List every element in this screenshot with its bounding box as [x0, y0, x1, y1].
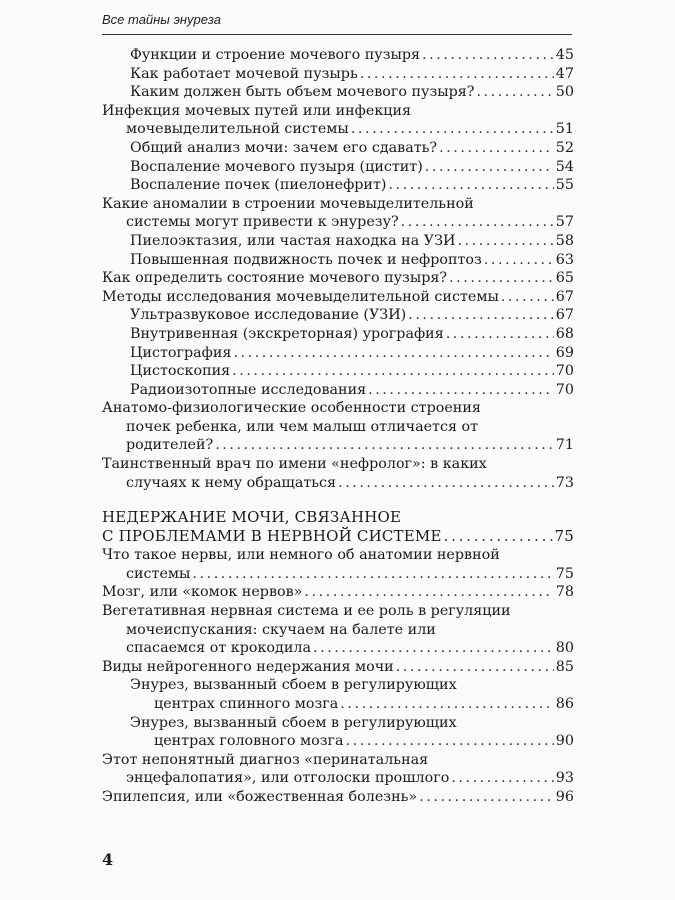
toc-entry-text: Функции и строение мочевого пузыря [130, 47, 421, 63]
toc-page-number: 73 [555, 474, 574, 491]
toc-entry [102, 546, 574, 583]
section-gap [102, 492, 574, 508]
toc-line [102, 474, 574, 493]
toc-subentry [102, 381, 574, 400]
toc-page-number: 90 [555, 733, 574, 750]
header-rule [102, 34, 572, 35]
toc-line [130, 176, 574, 195]
toc-entry-text: системы [126, 565, 191, 582]
page-number: 4 [102, 850, 114, 869]
toc-entry [102, 751, 574, 788]
toc-line [102, 213, 574, 232]
dot-leader [340, 695, 554, 714]
dot-leader [476, 83, 553, 102]
toc-subentry [102, 176, 574, 195]
toc-page-number: 47 [555, 65, 574, 82]
toc-entry-text: Цистография [130, 344, 232, 361]
dot-leader [313, 639, 554, 658]
toc-subentry [102, 158, 574, 177]
toc-entry-text: Воспаление почек (пиелонефрит) [130, 177, 387, 194]
toc-line [102, 639, 574, 658]
toc-entry-text: С ПРОБЛЕМАМИ В НЕРВНОЙ СИСТЕМЕ [102, 527, 442, 546]
toc-section-heading [102, 508, 574, 546]
table-of-contents [102, 46, 574, 807]
toc-line [102, 455, 574, 474]
toc-entry-text: Радиоизотопные исследования [130, 381, 367, 398]
toc-subentry [102, 139, 574, 158]
toc-entry-text: Внутривенная (экскреторная) урография [130, 325, 444, 342]
toc-entry-text: Пиелоэктазия, или частая находка на УЗИ [130, 232, 456, 249]
dot-leader [346, 732, 554, 751]
dot-leader [401, 213, 554, 232]
toc-entry-text: Как работает мочевой пузырь [130, 65, 358, 82]
toc-page-number: 70 [555, 363, 574, 380]
toc-entry-text: мочевыделительной системы [126, 121, 349, 138]
toc-subentry [102, 306, 574, 325]
toc-page-number: 45 [555, 47, 574, 63]
toc-entry [102, 583, 574, 602]
toc-subentry [102, 676, 574, 713]
toc-line [102, 788, 574, 807]
toc-page-number: 68 [555, 325, 574, 342]
toc-subentry [102, 325, 574, 344]
toc-page-number: 65 [555, 270, 574, 287]
toc-page-number: 63 [555, 251, 574, 268]
toc-page-number: 80 [555, 640, 574, 657]
toc-line [130, 714, 574, 733]
toc-entry [102, 455, 574, 492]
toc-line [102, 583, 574, 602]
toc-entry-text: мочеиспускания: скучаем на балете или [126, 621, 436, 638]
toc-line [130, 344, 574, 363]
toc-entry-text: центрах головного мозга [154, 733, 344, 750]
toc-page-number: 86 [555, 696, 574, 712]
toc-line [102, 436, 574, 455]
toc-entry-text: почек ребенка, или чем малыш отличается от [126, 418, 479, 435]
toc-line [102, 418, 574, 437]
toc-line [130, 732, 574, 751]
toc-subentry [102, 362, 574, 381]
dot-leader [419, 788, 554, 807]
toc-entry-text: энцефалопатия», или отголоски прошлого [126, 770, 450, 787]
dot-leader [360, 65, 554, 84]
toc-entry-text: Таинственный врач по имени «нефролог»: в каких [102, 456, 487, 473]
toc-entry [102, 288, 574, 307]
toc-line [102, 658, 574, 677]
toc-page-number: 93 [555, 770, 574, 787]
toc-subentry [102, 65, 574, 84]
toc-page-number: 52 [555, 139, 574, 156]
toc-entry-text: Эпилепсия, или «божественная болезнь» [102, 788, 418, 805]
toc-entry [102, 195, 574, 232]
toc-entry-text: Энурез, вызванный сбоем в регулирующих [130, 677, 457, 694]
toc-entry-text: Воспаление мочевого пузыря (цистит) [130, 158, 423, 175]
dot-leader [484, 251, 554, 270]
running-head: Все тайны энуреза [102, 12, 221, 27]
toc-line [130, 251, 574, 270]
toc-page-number: 67 [555, 288, 574, 305]
dot-leader [351, 120, 554, 139]
toc-page-number: 96 [555, 788, 574, 805]
dot-leader [449, 269, 554, 288]
toc-line [130, 158, 574, 177]
toc-line [130, 381, 574, 400]
toc-line [102, 546, 574, 565]
toc-page-number: 69 [555, 344, 574, 361]
dot-leader [192, 565, 553, 584]
toc-subentry [102, 714, 574, 751]
toc-page-number: 50 [555, 84, 574, 101]
toc-entry-text: Виды нейрогенного недержания мочи [102, 658, 394, 675]
toc-entry-text: Энурез, вызванный сбоем в регулирующих [130, 714, 457, 731]
dot-leader [444, 527, 553, 546]
dot-leader [338, 474, 554, 493]
toc-subentry [102, 232, 574, 251]
toc-line [130, 695, 574, 714]
dot-leader [388, 176, 553, 195]
toc-subentry [102, 251, 574, 270]
toc-page-number: 67 [555, 307, 574, 324]
toc-entry-text: Как определить состояние мочевого пузыря? [102, 270, 448, 287]
toc-page-number: 57 [555, 214, 574, 231]
toc-entry-text: Методы исследования мочевыделительной системы [102, 288, 499, 305]
dot-leader [304, 583, 553, 602]
dot-leader [232, 362, 554, 381]
toc-page-number: 71 [555, 437, 574, 454]
dot-leader [501, 288, 554, 307]
toc-entry [102, 658, 574, 677]
toc-line [130, 139, 574, 158]
toc-entry-text: Вегетативная нервная система и ее роль в регуляции [102, 603, 511, 620]
toc-line [102, 195, 574, 214]
toc-entry-text: Каким должен быть объем мочевого пузыря? [130, 84, 475, 101]
toc-line [102, 399, 574, 418]
toc-line [130, 362, 574, 381]
toc-entry [102, 602, 574, 658]
toc-line [102, 508, 574, 527]
toc-page-number: 54 [555, 158, 574, 175]
dot-leader [425, 158, 554, 177]
toc-entry [102, 399, 574, 455]
dot-leader [451, 769, 553, 788]
toc-entry [102, 269, 574, 288]
toc-line [130, 325, 574, 344]
toc-subentry [102, 83, 574, 102]
dot-leader [446, 325, 554, 344]
toc-line [102, 769, 574, 788]
toc-line [130, 46, 574, 65]
toc-page-number: 85 [555, 658, 574, 675]
toc-line [102, 288, 574, 307]
toc-line [130, 83, 574, 102]
toc-page-number: 51 [555, 121, 574, 138]
toc-line [130, 65, 574, 84]
toc-entry-text: системы могут привести к энурезу? [126, 214, 399, 231]
toc-line [102, 565, 574, 584]
dot-leader [439, 139, 554, 158]
toc-line [102, 269, 574, 288]
toc-page-number: 75 [555, 565, 574, 582]
toc-entry [102, 788, 574, 807]
toc-entry-text: Этот непонятный диагноз «перинатальная [102, 751, 429, 768]
toc-entry-text: Цистоскопия [130, 363, 231, 380]
toc-entry-text: Инфекция мочевых путей или инфекция [102, 102, 412, 119]
dot-leader [368, 381, 554, 400]
toc-entry-text: спасаемся от крокодила [126, 640, 311, 657]
toc-line [102, 527, 574, 546]
toc-line [102, 621, 574, 640]
toc-entry-text: Что такое нервы, или немного об анатомии нервной [102, 547, 500, 564]
toc-page-number: 58 [555, 232, 574, 249]
toc-entry [102, 102, 574, 139]
toc-line [130, 306, 574, 325]
toc-line [102, 102, 574, 121]
toc-page-number: 78 [555, 584, 574, 601]
dot-leader [457, 232, 553, 251]
toc-entry-text: Общий анализ мочи: зачем его сдавать? [130, 139, 438, 156]
toc-entry-text: Анатомо-физиологические особенности строения [102, 400, 481, 417]
dot-leader [215, 436, 554, 455]
toc-line [102, 602, 574, 621]
toc-page-number: 70 [555, 381, 574, 398]
toc-line [102, 751, 574, 770]
toc-page-number: 55 [555, 177, 574, 194]
toc-page-number: 75 [554, 527, 574, 546]
toc-entry-text: родителей? [126, 437, 214, 454]
dot-leader [422, 46, 554, 65]
toc-entry-text: случаях к нему обращаться [126, 474, 337, 491]
toc-line [130, 676, 574, 695]
toc-entry-text: НЕДЕРЖАНИЕ МОЧИ, СВЯЗАННОЕ [102, 508, 402, 527]
toc-entry-text: Какие аномалии в строении мочевыделительной [102, 195, 474, 212]
toc-subentry [102, 344, 574, 363]
toc-entry-text: центрах спинного мозга [154, 696, 339, 712]
toc-entry-text: Повышенная подвижность почек и нефроптоз [130, 251, 482, 268]
toc-subentry [102, 46, 574, 65]
toc-line [130, 232, 574, 251]
dot-leader [396, 658, 554, 677]
dot-leader [233, 344, 553, 363]
toc-entry-text: Мозг, или «комок нервов» [102, 584, 303, 601]
toc-entry-text: Ультразвуковое исследование (УЗИ) [130, 307, 407, 324]
dot-leader [408, 306, 554, 325]
toc-line [102, 120, 574, 139]
